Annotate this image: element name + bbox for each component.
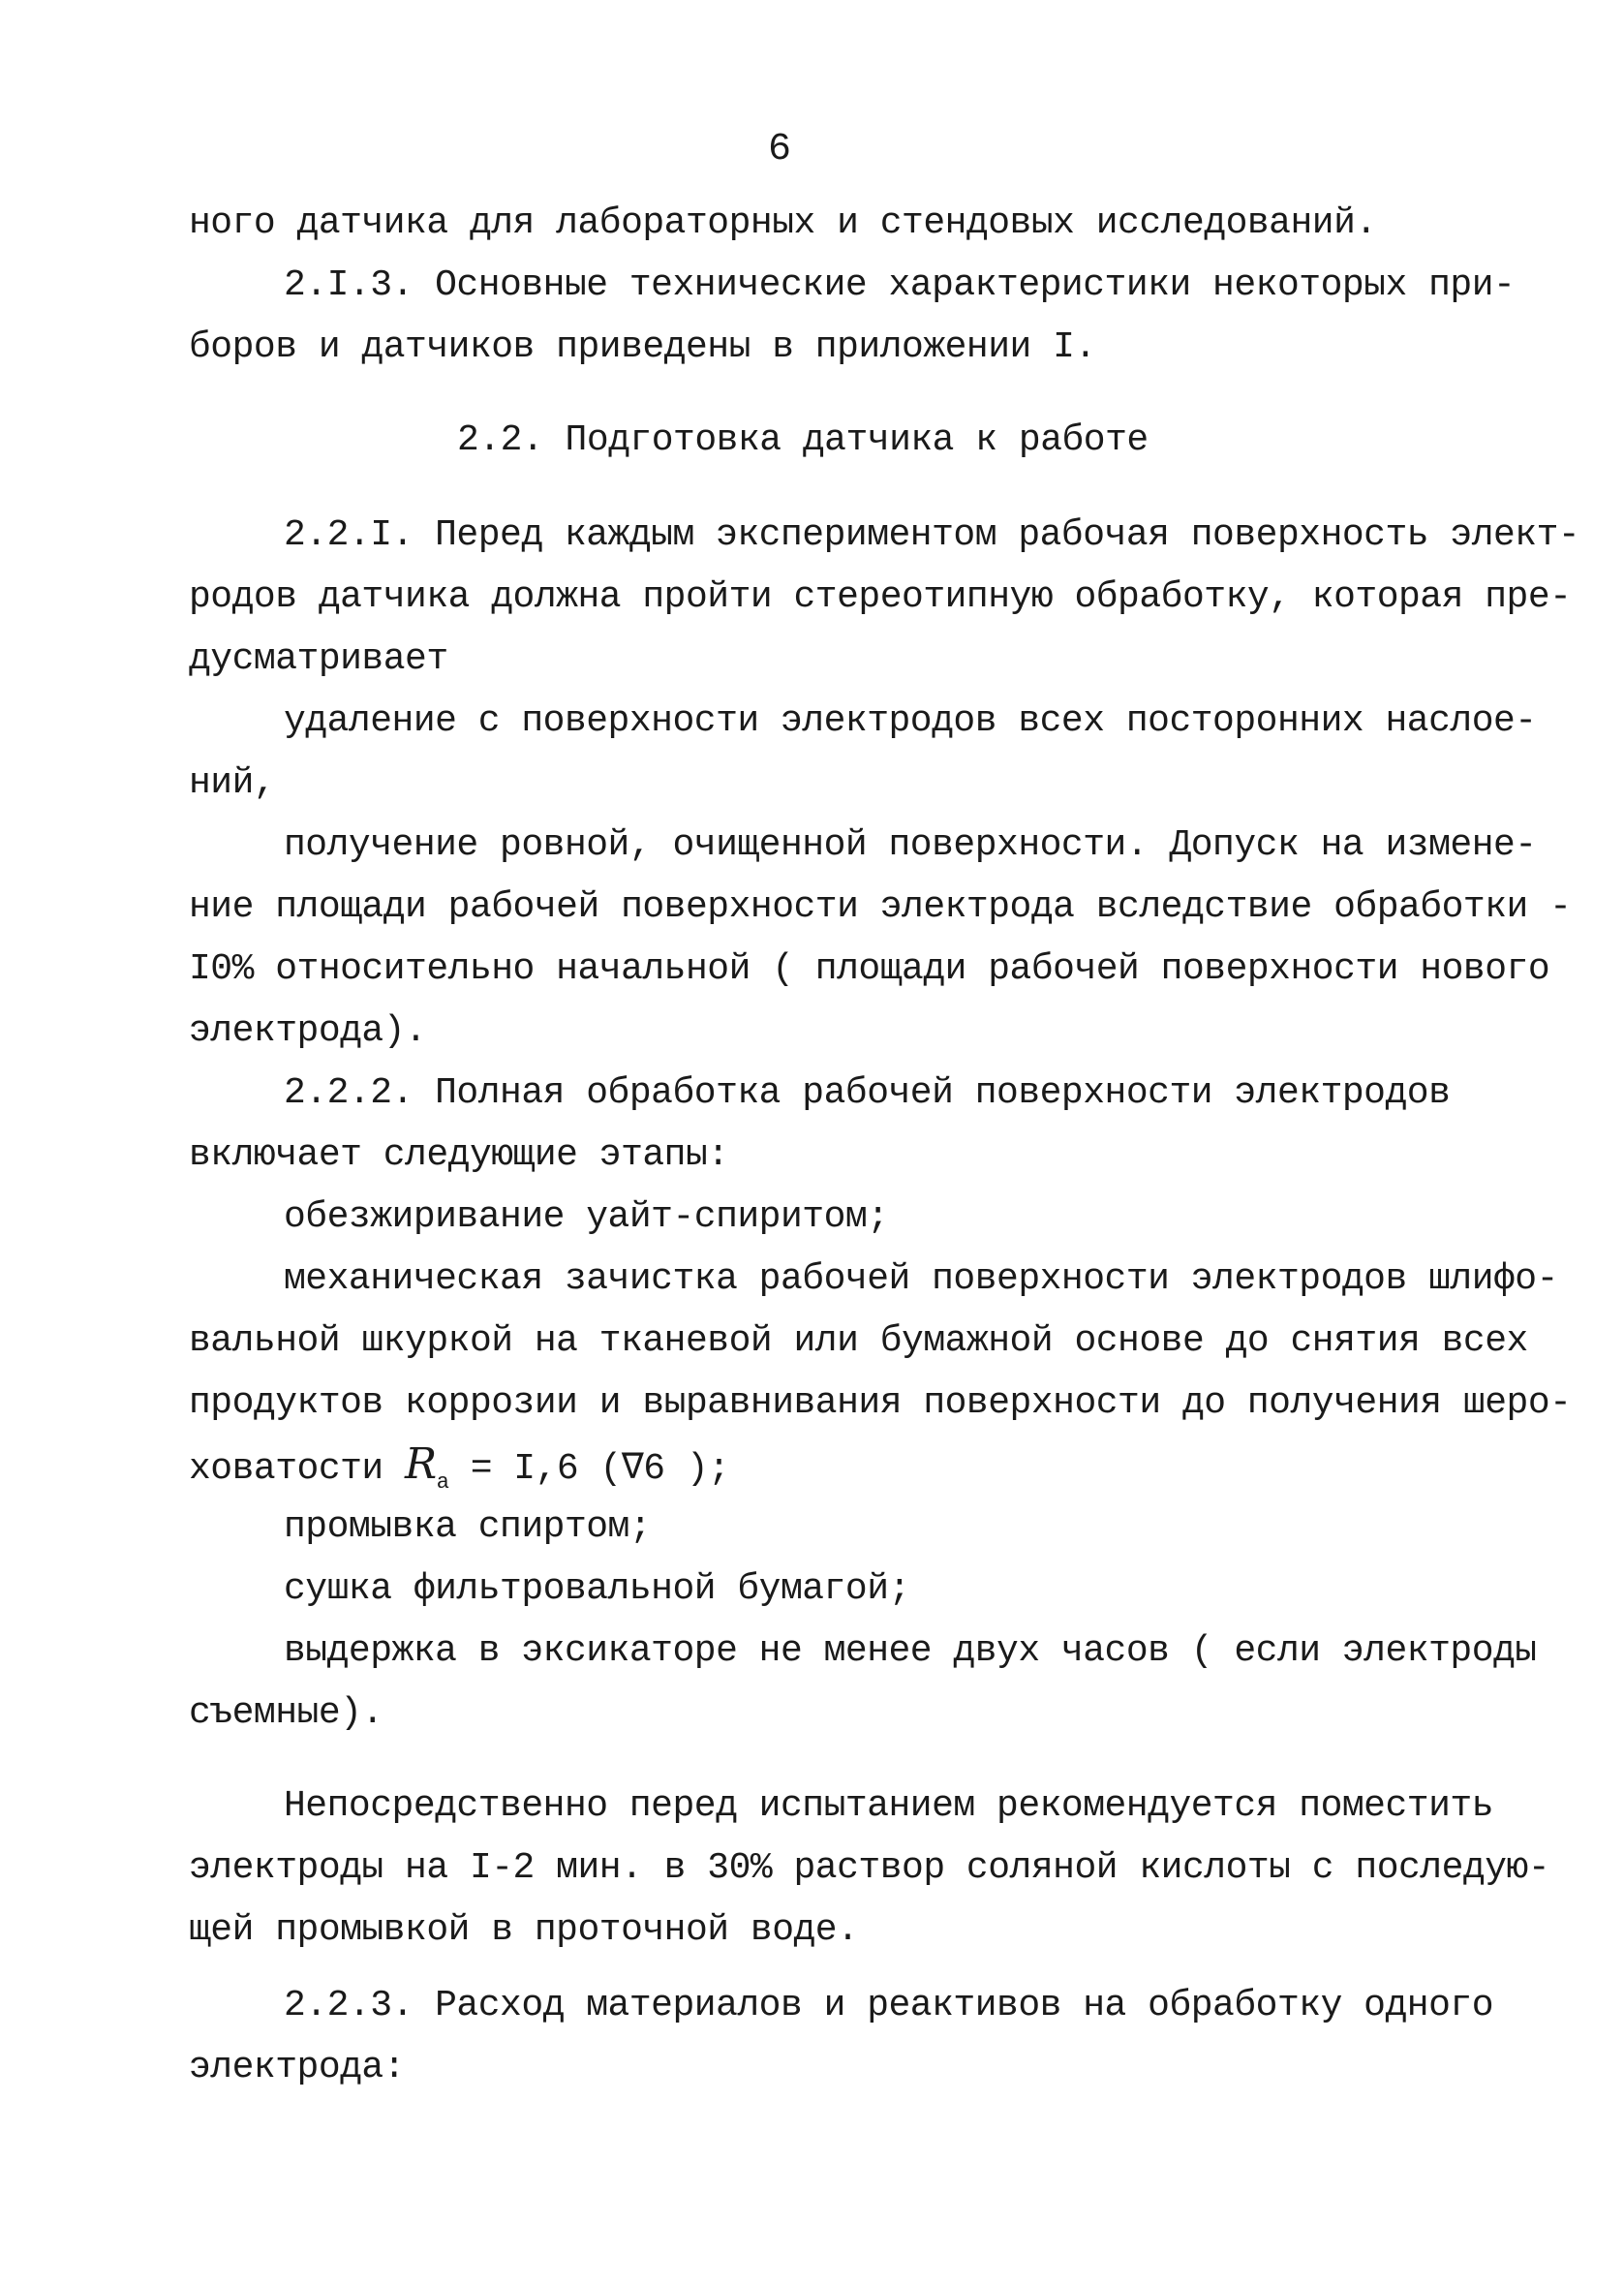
text-line: промывка спиртом; — [284, 1506, 652, 1548]
text-line: удаление с поверхности электродов всех посторонних наслое- — [284, 700, 1537, 742]
text-line: получение ровной, очищенной поверхности. Допуск на измене- — [284, 824, 1537, 866]
formula-suffix: = I,6 (∇6 ); — [470, 1448, 730, 1490]
section-heading: 2.2. Подготовка датчика к работе — [457, 419, 1149, 461]
text-line: 2.I.3. Основные технические характеристики некоторых при- — [284, 264, 1516, 306]
text-line: выдержка в эксикаторе не менее двух часов ( если электроды — [284, 1630, 1537, 1672]
text-line: I0% относительно начальной ( площади рабочей поверхности нового — [189, 948, 1550, 990]
text-line: электрода). — [189, 1010, 427, 1052]
formula-line — [189, 1439, 730, 1495]
formula-prefix: ховатости — [189, 1448, 383, 1490]
text-line: электрода: — [189, 2047, 406, 2088]
text-line: щей промывкой в проточной воде. — [189, 1909, 859, 1951]
text-line: механическая зачистка рабочей поверхности электродов шлифо- — [284, 1258, 1558, 1300]
text-line: ного датчика для лабораторных и стендовых исследований. — [189, 202, 1377, 244]
text-line: включает следующие этапы: — [189, 1134, 729, 1176]
text-line: дусматривает — [189, 638, 448, 680]
text-line: сушка фильтровальной бумагой; — [284, 1568, 910, 1610]
text-line: вальной шкуркой на тканевой или бумажной основе до снятия всех — [189, 1320, 1528, 1362]
text-line: 2.2.I. Перед каждым экспериментом рабочая поверхность элект- — [284, 514, 1580, 556]
roughness-subscript: a — [436, 1470, 449, 1495]
text-line: ние площади рабочей поверхности электрода вследствие обработки - — [189, 886, 1572, 928]
text-line: 2.2.3. Расход материалов и реактивов на обработку одного — [284, 1985, 1494, 2026]
text-line: родов датчика должна пройти стереотипную обработку, которая пре- — [189, 576, 1572, 618]
page-number: 6 — [768, 128, 791, 171]
roughness-symbol: R — [405, 1439, 437, 1489]
text-line: продуктов коррозии и выравнивания поверхности до получения шеро- — [189, 1382, 1572, 1424]
text-line: боров и датчиков приведены в приложении I. — [189, 326, 1096, 368]
text-line: ний, — [189, 762, 276, 804]
text-line: электроды на I-2 мин. в 30% раствор соляной кислоты с последую- — [189, 1847, 1550, 1889]
text-line: Непосредственно перед испытанием рекомендуется поместить — [284, 1785, 1494, 1827]
text-line: съемные). — [189, 1692, 383, 1734]
text-line: 2.2.2. Полная обработка рабочей поверхности электродов — [284, 1072, 1451, 1114]
text-line: обезжиривание уайт-спиритом; — [284, 1196, 889, 1238]
